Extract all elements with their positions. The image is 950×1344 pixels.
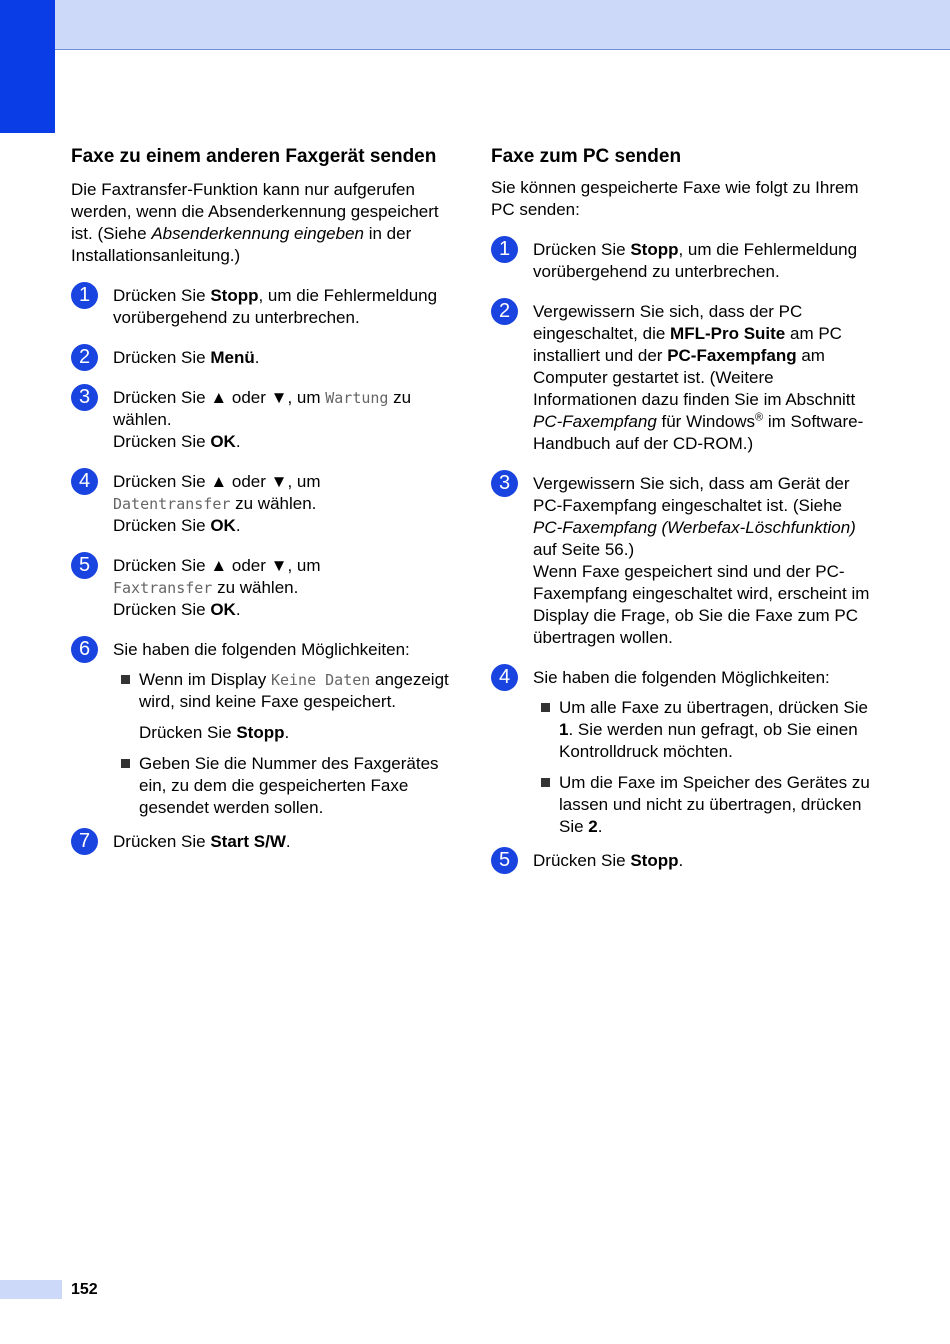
step-4: 4 Sie haben die folgenden Möglichkeiten: Um alle Faxe zu übertragen, drücken Sie 1. Sie werden nun gefragt, ob Sie einen Kontrolldruck möchten. Um die Faxe im Speicher des Gerätes zu lassen und nicht zu übertragen, drücken Sie 2.	[491, 667, 871, 838]
left-column	[71, 145, 451, 853]
step-number: 3	[491, 470, 518, 497]
options-list	[121, 669, 451, 819]
page-number: 152	[71, 1281, 98, 1298]
step-number: 5	[71, 552, 98, 579]
step-3: 3 Vergewissern Sie sich, dass am Gerät der PC-Faxempfang eingeschaltet ist. (Siehe PC-Faxempfang (Werbefax-Löschfunktion) auf Seite 56.) Wenn Faxe gespeichert sind und der PC-Faxempfang eingeschaltet wird, erscheint im Display die Frage, ob Sie die Faxe zum PC übertragen wollen.	[491, 473, 871, 649]
step-number: 4	[71, 468, 98, 495]
intro-text: Die Faxtransfer-Funktion kann nur aufgerufen werden, wenn die Absenderkennung gespeichert ist. (Siehe Absenderkennung eingeben in der Installationsanleitung.)	[71, 180, 439, 265]
list-item: Geben Sie die Nummer des Faxgerätes ein, zu dem die gespeicherten Faxe gesendet werden sollen.	[121, 753, 451, 819]
step-number: 5	[491, 847, 518, 874]
step-number: 3	[71, 384, 98, 411]
step-4: 4 Drücken Sie ▲ oder ▼, um Datentransfer zu wählen. Drücken Sie OK.	[71, 471, 451, 537]
list-item: Um alle Faxe zu übertragen, drücken Sie 1. Sie werden nun gefragt, ob Sie einen Kontrolldruck möchten.	[541, 697, 871, 763]
step-number: 4	[491, 664, 518, 691]
step-number: 1	[491, 236, 518, 263]
step-number: 1	[71, 282, 98, 309]
list-item: Wenn im Display Keine Daten angezeigt wird, sind keine Faxe gespeichert. Drücken Sie Stopp.	[121, 669, 451, 744]
bullet-square-icon	[541, 703, 550, 712]
step-number: 2	[71, 344, 98, 371]
intro-text: Sie können gespeicherte Faxe wie folgt zu Ihrem PC senden:	[491, 178, 859, 219]
step-number: 2	[491, 298, 518, 325]
step-number: 6	[71, 636, 98, 663]
step-7: 7 Drücken Sie Start S/W.	[71, 831, 451, 853]
bullet-square-icon	[121, 759, 130, 768]
section-heading: Faxe zu einem anderen Faxgerät senden	[71, 146, 437, 167]
section-heading: Faxe zum PC senden	[491, 146, 682, 167]
step-1: 1 Drücken Sie Stopp, um die Fehlermeldung vorübergehend zu unterbrechen.	[491, 239, 871, 283]
list-item: Um die Faxe im Speicher des Gerätes zu lassen und nicht zu übertragen, drücken Sie 2.	[541, 772, 871, 838]
footer-band	[0, 1280, 62, 1299]
step-6: 6 Sie haben die folgenden Möglichkeiten: Wenn im Display Keine Daten angezeigt wird, sind keine Faxe gespeichert. Drücken Sie Stopp. Geben Sie die Nummer des Faxgerätes ein, zu dem die gespeicherten Faxe gesendet werden sollen.	[71, 639, 451, 819]
step-5: 5 Drücken Sie Stopp.	[491, 850, 871, 872]
options-list	[541, 697, 871, 838]
bullet-square-icon	[541, 778, 550, 787]
step-2: 2 Drücken Sie Menü.	[71, 347, 451, 369]
step-3: 3 Drücken Sie ▲ oder ▼, um Wartung zu wählen. Drücken Sie OK.	[71, 387, 451, 453]
header-band	[0, 0, 950, 50]
bullet-square-icon	[121, 675, 130, 684]
chapter-tab	[0, 0, 55, 133]
step-1: 1 Drücken Sie Stopp, um die Fehlermeldung vorübergehend zu unterbrechen.	[71, 285, 451, 329]
step-5: 5 Drücken Sie ▲ oder ▼, um Faxtransfer zu wählen. Drücken Sie OK.	[71, 555, 451, 621]
step-number: 7	[71, 828, 98, 855]
step-2: 2 Vergewissern Sie sich, dass der PC eingeschaltet, die MFL-Pro Suite am PC installiert und der PC-Faxempfang am Computer gestartet ist. (Weitere Informationen dazu finden Sie im Abschnitt PC-Faxempfang für Windows® im Software-Handbuch auf der CD-ROM.)	[491, 301, 871, 455]
right-column	[491, 145, 871, 872]
